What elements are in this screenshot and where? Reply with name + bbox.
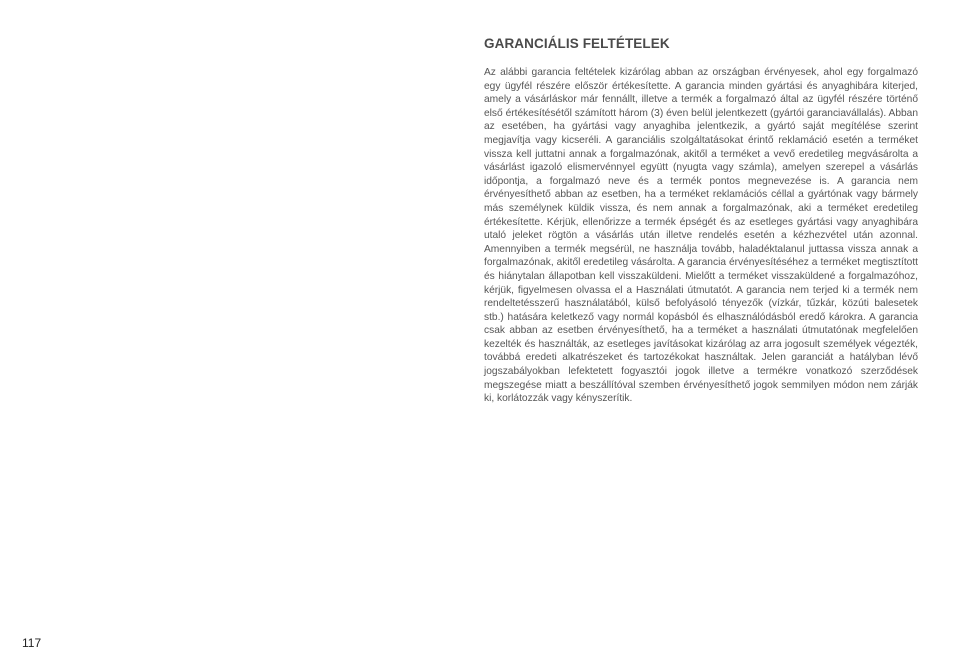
warranty-body-text: Az alábbi garancia feltételek kizárólag abban az országban érvényesek, ahol egy forgalmazó egy ügyfél részére először értékesítette. A garancia minden gyártási és anyaghibára kiterjed, amely a vásárláskor már fennállt, illetve a termék a forgalmazó által az ügyfél részére történő első értékesítésétől számított három (3) éven belül jelentkezett (gyártói garanciavállalás). Abban az esetében, ha gyártási vagy anyaghiba jelentkezik, a gyártó saját megítélése szerint megjavítja vagy kicseréli. A garanciális szolgáltatásokat érintő reklamáció esetén a terméket vissza kell juttatni annak a forgalmazónak, akitől a terméket a vevő eredetileg megvásárolta a vásárlást igazoló elismervénnyel együtt (nyugta vagy számla), amelyen szerepel a vásárlás időpontja, a forgalmazó neve és a termék pontos megnevezése is. A garancia nem érvényesíthető abban az esetben, ha a terméket reklamációs céllal a gyártónak vagy bármely más személynek küldik vissza, és nem annak a forgalmazónak, aki a terméket eredetileg értékesítette. Kérjük, ellenőrizze a termék épségét és az esetleges gyártási vagy anyaghibára utaló jeleket rögtön a vásárlás után illetve rendelés esetén a kézhezvétel után azonnal. Amennyiben a termék megsérül, ne használja tovább, haladéktalanul juttassa vissza annak a forgalmazónak, akitől eredetileg vásárolta. A garancia érvényesítéséhez a terméket megtisztított és hiánytalan állapotban kell visszaküldeni. Mielőtt a terméket visszaküldené a forgalmazóhoz, kérjük, figyelmesen olvassa el a Használati útmutatót. A garancia nem terjed ki a termék nem rendeltetésszerű használatából, külső befolyásoló tényezők (vízkár, tűzkár, közúti balesetek stb.) hatására keletkező vagy normál kopásból és elhasználódásból eredő károkra. A garancia csak abban az esetben érvényesíthető, ha a terméket a használati útmutatónak megfelelően kezelték és használták, az esetleges javításokat kizárólag az arra jogosult személyek végezték, továbbá eredeti alkatrészeket és tartozékokat használtak. Jelen garanciát a hatályban lévő jogszabályokban lefektetett fogyasztói jogok illetve a termékre vonatkozó szerződések megszegése miatt a beszállítóval szemben érvényesíthető jogok semmilyen módon nem zárják ki, korlátozzák vagy kényszerítik. bbox=[484, 67, 918, 405]
page-number: 117 bbox=[22, 636, 42, 650]
section-title: GARANCIÁLIS FELTÉTELEK bbox=[484, 36, 670, 51]
warranty-section bbox=[484, 36, 918, 406]
